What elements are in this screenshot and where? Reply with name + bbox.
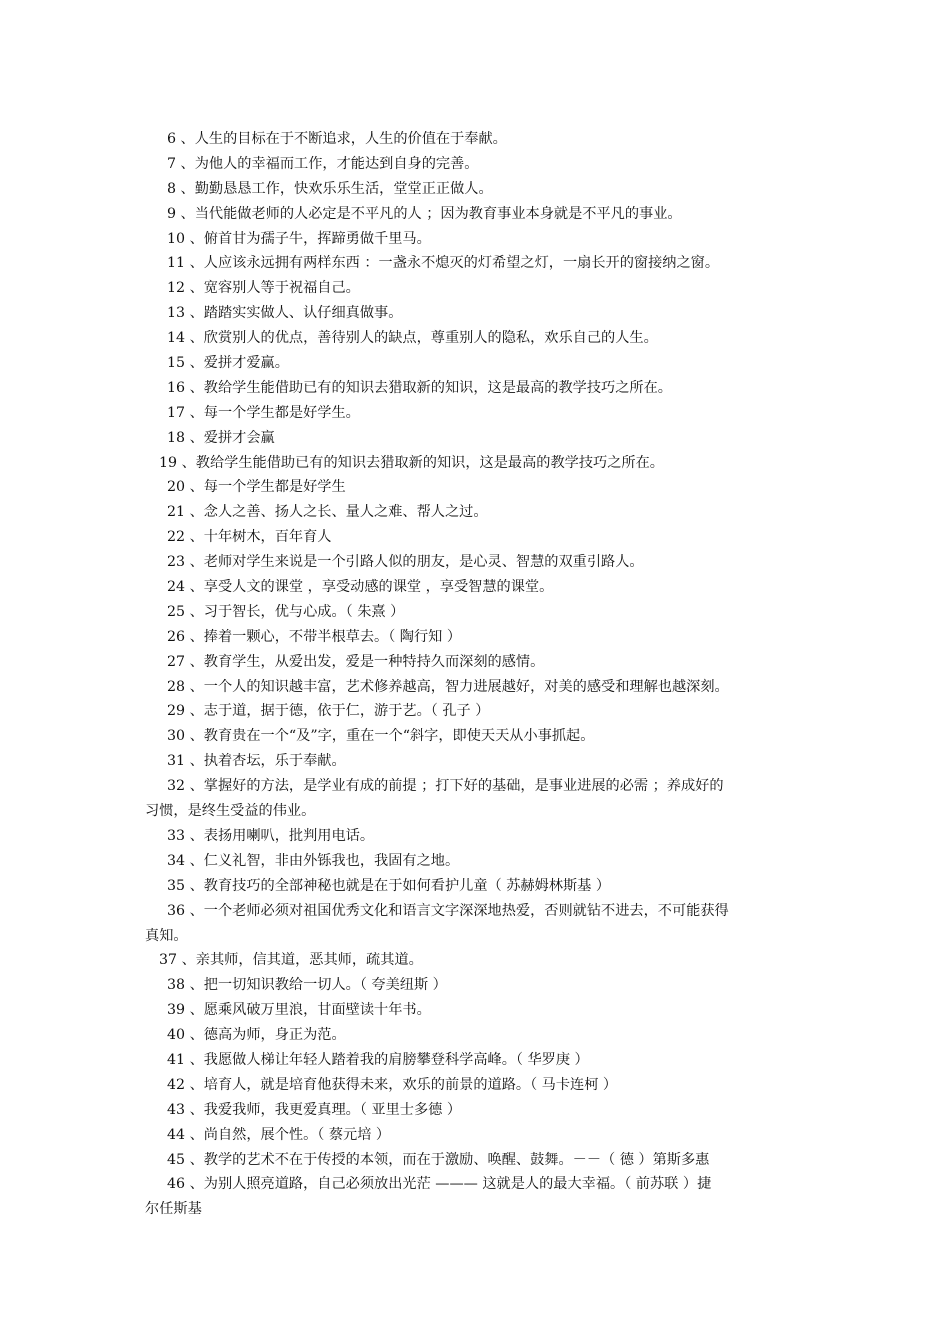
quote-line-30: 30 、教育贵在一个“及”字，重在一个“斜字，即使天天从小事抓起。 <box>167 728 595 745</box>
quote-line-17: 17 、每一个学生都是好学生。 <box>167 404 360 421</box>
quote-line-22: 22 、十年树木，百年育人 <box>167 529 332 546</box>
quote-line-33: 33 、表扬用喇叭，批判用电话。 <box>167 827 375 844</box>
quote-line-31: 31 、执着杏坛，乐于奉献。 <box>167 753 346 770</box>
quote-line-46: 46 、为别人照亮道路，自己必须放出光茫 ——— 这就是人的最大幸福。（ 前苏联 ）捷 <box>167 1176 712 1193</box>
quote-line-44: 44 、尚自然，展个性。（ 蔡元培 ） <box>167 1126 391 1143</box>
quote-line-46-cont: 尔任斯基 <box>145 1201 202 1218</box>
quote-line-36-cont: 真知。 <box>145 927 188 944</box>
quote-line-35: 35 、教育技巧的全部神秘也就是在于如何看护儿童（ 苏赫姆林斯基 ） <box>167 877 611 894</box>
quote-line-23: 23 、老师对学生来说是一个引路人似的朋友，是心灵、智慧的双重引路人。 <box>167 554 644 571</box>
quote-line-14: 14 、欣赏别人的优点，善待别人的缺点，尊重别人的隐私，欢乐自己的人生。 <box>167 330 658 347</box>
quote-line-6: 6 、人生的目标在于不断追求，人生的价值在于奉献。 <box>167 131 507 147</box>
quote-line-43: 43 、我爱我师，我更爱真理。（ 亚里士多德 ） <box>167 1101 462 1118</box>
quote-line-41: 41 、我愿做人梯让年轻人踏着我的肩膀攀登科学高峰。（ 华罗庚 ） <box>167 1051 589 1068</box>
quote-line-18: 18 、爱拼才会赢 <box>167 429 275 446</box>
quote-line-38: 38 、把一切知识教给一切人。（ 夸美纽斯 ） <box>167 977 447 994</box>
quote-line-24: 24 、享受人文的课堂 ，享受动感的课堂 ，享受智慧的课堂。 <box>167 579 554 596</box>
quote-line-13: 13 、踏踏实实做人、认仔细真做事。 <box>167 305 403 322</box>
quote-line-16: 16 、教给学生能借助已有的知识去猎取新的知识，这是最高的教学技巧之所在。 <box>167 379 672 396</box>
quote-line-21: 21 、念人之善、扬人之长、量人之难、帮人之过。 <box>167 504 488 521</box>
quote-line-34: 34 、仁义礼智，非由外铄我也，我固有之地。 <box>167 852 460 869</box>
quote-line-27: 27 、教育学生，从爱出发，爱是一种特持久而深刻的感情。 <box>167 653 545 670</box>
quote-line-26: 26 、捧着一颗心，不带半根草去。（ 陶行知 ） <box>167 628 462 645</box>
quote-line-11: 11 、人应该永远拥有两样东西 ：一盏永不熄灭的灯希望之灯，一扇长开的窗接纳之窗。 <box>167 255 720 272</box>
quote-line-39: 39 、愿乘风破万里浪，甘面壁读十年书。 <box>167 1002 431 1019</box>
quote-line-28: 28 、一个人的知识越丰富，艺术修养越高，智力进展越好，对美的感受和理解也越深刻。 <box>167 678 729 695</box>
quote-line-19: 19 、教给学生能借助已有的知识去猎取新的知识，这是最高的教学技巧之所在。 <box>159 454 664 471</box>
quote-line-32: 32 、掌握好的方法，是学业有成的前提 ；打下好的基础，是事业进展的必需 ；养成好的 <box>167 778 724 795</box>
quote-line-32-cont: 习惯，是终生受益的伟业。 <box>145 803 316 820</box>
quote-line-9: 9 、当代能做老师的人必定是不平凡的人 ；因为教育事业本身就是不平凡的事业。 <box>167 205 682 222</box>
quote-line-8: 8 、勤勤恳恳工作，快欢乐乐生活，堂堂正正做人。 <box>167 180 493 197</box>
quote-line-42: 42 、培育人，就是培育他获得未来，欢乐的前景的道路。（ 马卡连柯 ） <box>167 1076 618 1093</box>
quote-line-12: 12 、宽容别人等于祝福自己。 <box>167 280 360 297</box>
quote-list <box>145 127 805 1222</box>
quote-line-36: 36 、一个老师必须对祖国优秀文化和语言文字深深地热爱，否则就钻不进去，不可能获得 <box>167 902 729 919</box>
quote-line-20: 20 、每一个学生都是好学生 <box>167 479 346 496</box>
quote-line-15: 15 、爱拼才爱赢。 <box>167 355 289 372</box>
quote-line-25: 25 、习于智长，优与心成。（ 朱熹 ） <box>167 603 405 620</box>
quote-line-10: 10 、俯首甘为孺子牛，挥蹄勇做千里马。 <box>167 230 431 247</box>
quote-line-37: 37 、亲其师，信其道，恶其师，疏其道。 <box>159 952 423 969</box>
quote-line-40: 40 、德高为师，身正为范。 <box>167 1027 346 1044</box>
quote-line-45: 45 、教学的艺术不在于传授的本领，而在于激励、唤醒、鼓舞。－－（ 德 ）第斯多惠 <box>167 1151 710 1168</box>
quote-line-7: 7 、为他人的幸福而工作，才能达到自身的完善。 <box>167 155 479 172</box>
quote-line-29: 29 、志于道，据于德，依于仁，游于艺。（ 孔子 ） <box>167 703 490 720</box>
